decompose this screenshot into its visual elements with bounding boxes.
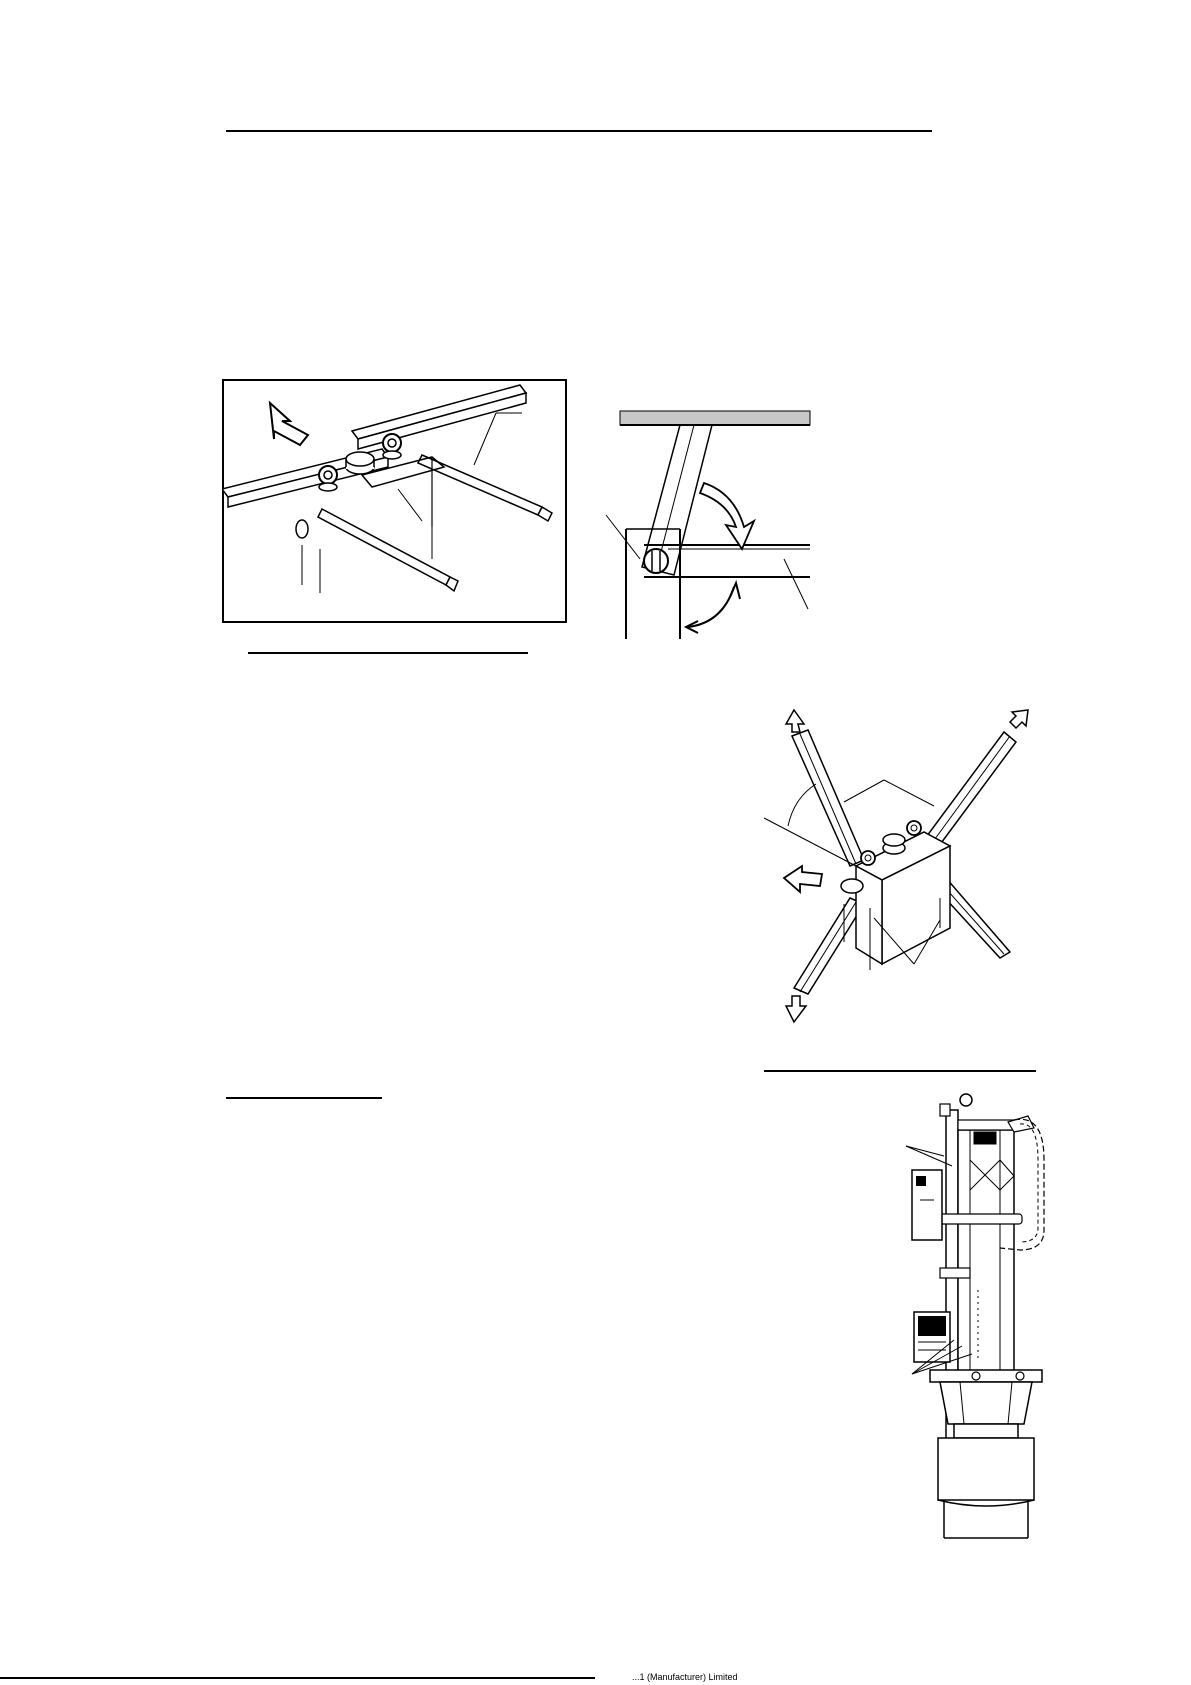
section-heading-rule (226, 1097, 382, 1099)
figure-caption-rule-1 (248, 652, 528, 654)
column-assembly-drawing (900, 1090, 1050, 1540)
frame-eye-bolts-drawing (222, 379, 567, 623)
arm-rotation-drawing (604, 409, 820, 639)
figure-caption-rule-3 (764, 1070, 1036, 1072)
footer-text: ...1 (Manufacturer) Limited (632, 1672, 738, 1682)
outline-arrow-icon (784, 866, 822, 892)
outline-arrow-icon (1010, 710, 1028, 728)
figure-x-frame (764, 708, 1044, 1024)
outline-arrow-icon (786, 996, 806, 1022)
curved-arrow-icon (700, 483, 754, 549)
eye-bolt-icon (960, 1094, 972, 1106)
heading-rule-top (226, 130, 932, 132)
figure-arm-rotation (604, 409, 820, 639)
x-frame-drawing (764, 708, 1044, 1024)
figure-column-assembly (900, 1090, 1050, 1540)
footer-rule (0, 1677, 595, 1679)
outline-arrow-icon (270, 403, 308, 445)
curved-arrow-icon (686, 583, 740, 633)
eye-bolt-icon (319, 466, 337, 491)
figure-frame-eye-bolts (222, 379, 567, 623)
outline-arrow-icon (786, 710, 804, 732)
eye-bolt-icon (907, 821, 921, 835)
eye-bolt-icon (861, 851, 875, 865)
eye-bolt-icon (383, 434, 401, 459)
